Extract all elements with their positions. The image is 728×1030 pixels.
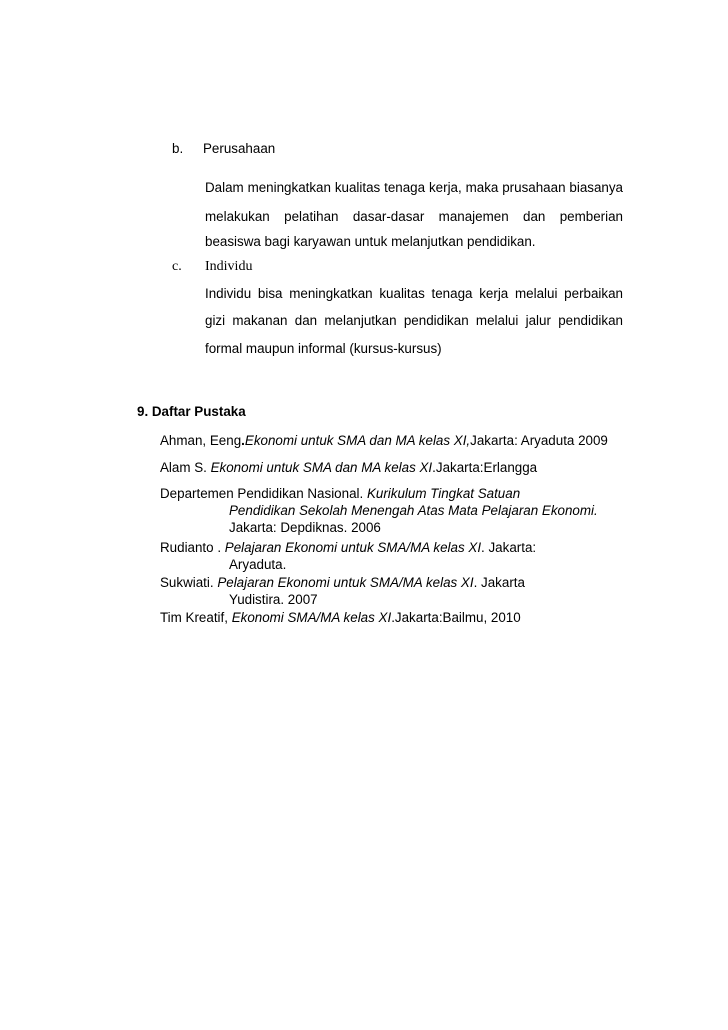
entry-author: Tim Kreatif, — [160, 610, 232, 625]
entry-author: Alam S. — [160, 460, 211, 475]
entry-title: Ekonomi untuk SMA dan MA kelas XI, — [244, 433, 471, 448]
entry-author: Rudianto . — [160, 540, 225, 555]
bibliography-entry-continuation — [229, 503, 598, 518]
entry-author: Ahman, Eeng — [160, 433, 242, 448]
entry-title: Kurikulum Tingkat Satuan — [366, 486, 521, 501]
bibliography-entry — [160, 610, 521, 625]
section-title-individu: Individu — [205, 259, 253, 274]
section-heading-daftar-pustaka: 9. Daftar Pustaka — [137, 404, 246, 419]
entry-title: Ekonomi SMA/MA kelas XI — [231, 610, 392, 625]
bibliography-entry-continuation: Aryaduta. — [229, 557, 287, 572]
entry-publisher: .Jakarta:Erlangga — [432, 460, 538, 475]
entry-publisher: Jakarta: Aryaduta 2009 — [470, 433, 608, 448]
section-title-perusahaan: Perusahaan — [203, 141, 276, 156]
list-marker-c: c. — [172, 259, 182, 274]
bibliography-entry — [160, 575, 525, 590]
bibliography-entry-continuation: Yudistira. 2007 — [229, 592, 318, 607]
entry-publisher: . Jakarta — [473, 575, 525, 590]
bibliography-entry — [160, 540, 536, 555]
entry-separator: . — [241, 433, 245, 448]
bibliography-entry — [160, 460, 537, 475]
bibliography-entry — [160, 486, 520, 501]
paragraph-line: Individu bisa meningkatkan kualitas tenaga kerja melalui perbaikan — [205, 286, 623, 301]
paragraph-line: formal maupun informal (kursus-kursus) — [205, 341, 442, 356]
bibliography-entry-continuation: Jakarta: Depdiknas. 2006 — [229, 520, 381, 535]
paragraph-line: melakukan pelatihan dasar-dasar manajemen dan pemberian — [205, 209, 623, 224]
entry-title-continuation: Pendidikan Sekolah Menengah Atas Mata Pelajaran Ekonomi. — [229, 503, 598, 518]
list-marker-b: b. — [172, 141, 184, 156]
entry-title: Pelajaran Ekonomi untuk SMA/MA kelas XI — [224, 540, 482, 555]
paragraph-line: beasiswa bagi karyawan untuk melanjutkan pendidikan. — [205, 234, 536, 249]
entry-title: Ekonomi untuk SMA dan MA kelas XI — [210, 460, 433, 475]
bibliography-entry — [160, 433, 608, 448]
paragraph-line: gizi makanan dan melanjutkan pendidikan melalui jalur pendidikan — [205, 313, 623, 328]
entry-publisher: .Jakarta:Bailmu, 2010 — [391, 610, 521, 625]
entry-author: Departemen Pendidikan Nasional. — [160, 486, 367, 501]
entry-author: Sukwiati. — [160, 575, 218, 590]
paragraph-line: Dalam meningkatkan kualitas tenaga kerja, maka prusahaan biasanya — [205, 180, 623, 195]
entry-publisher: . Jakarta: — [481, 540, 537, 555]
entry-title: Pelajaran Ekonomi untuk SMA/MA kelas XI — [217, 575, 474, 590]
